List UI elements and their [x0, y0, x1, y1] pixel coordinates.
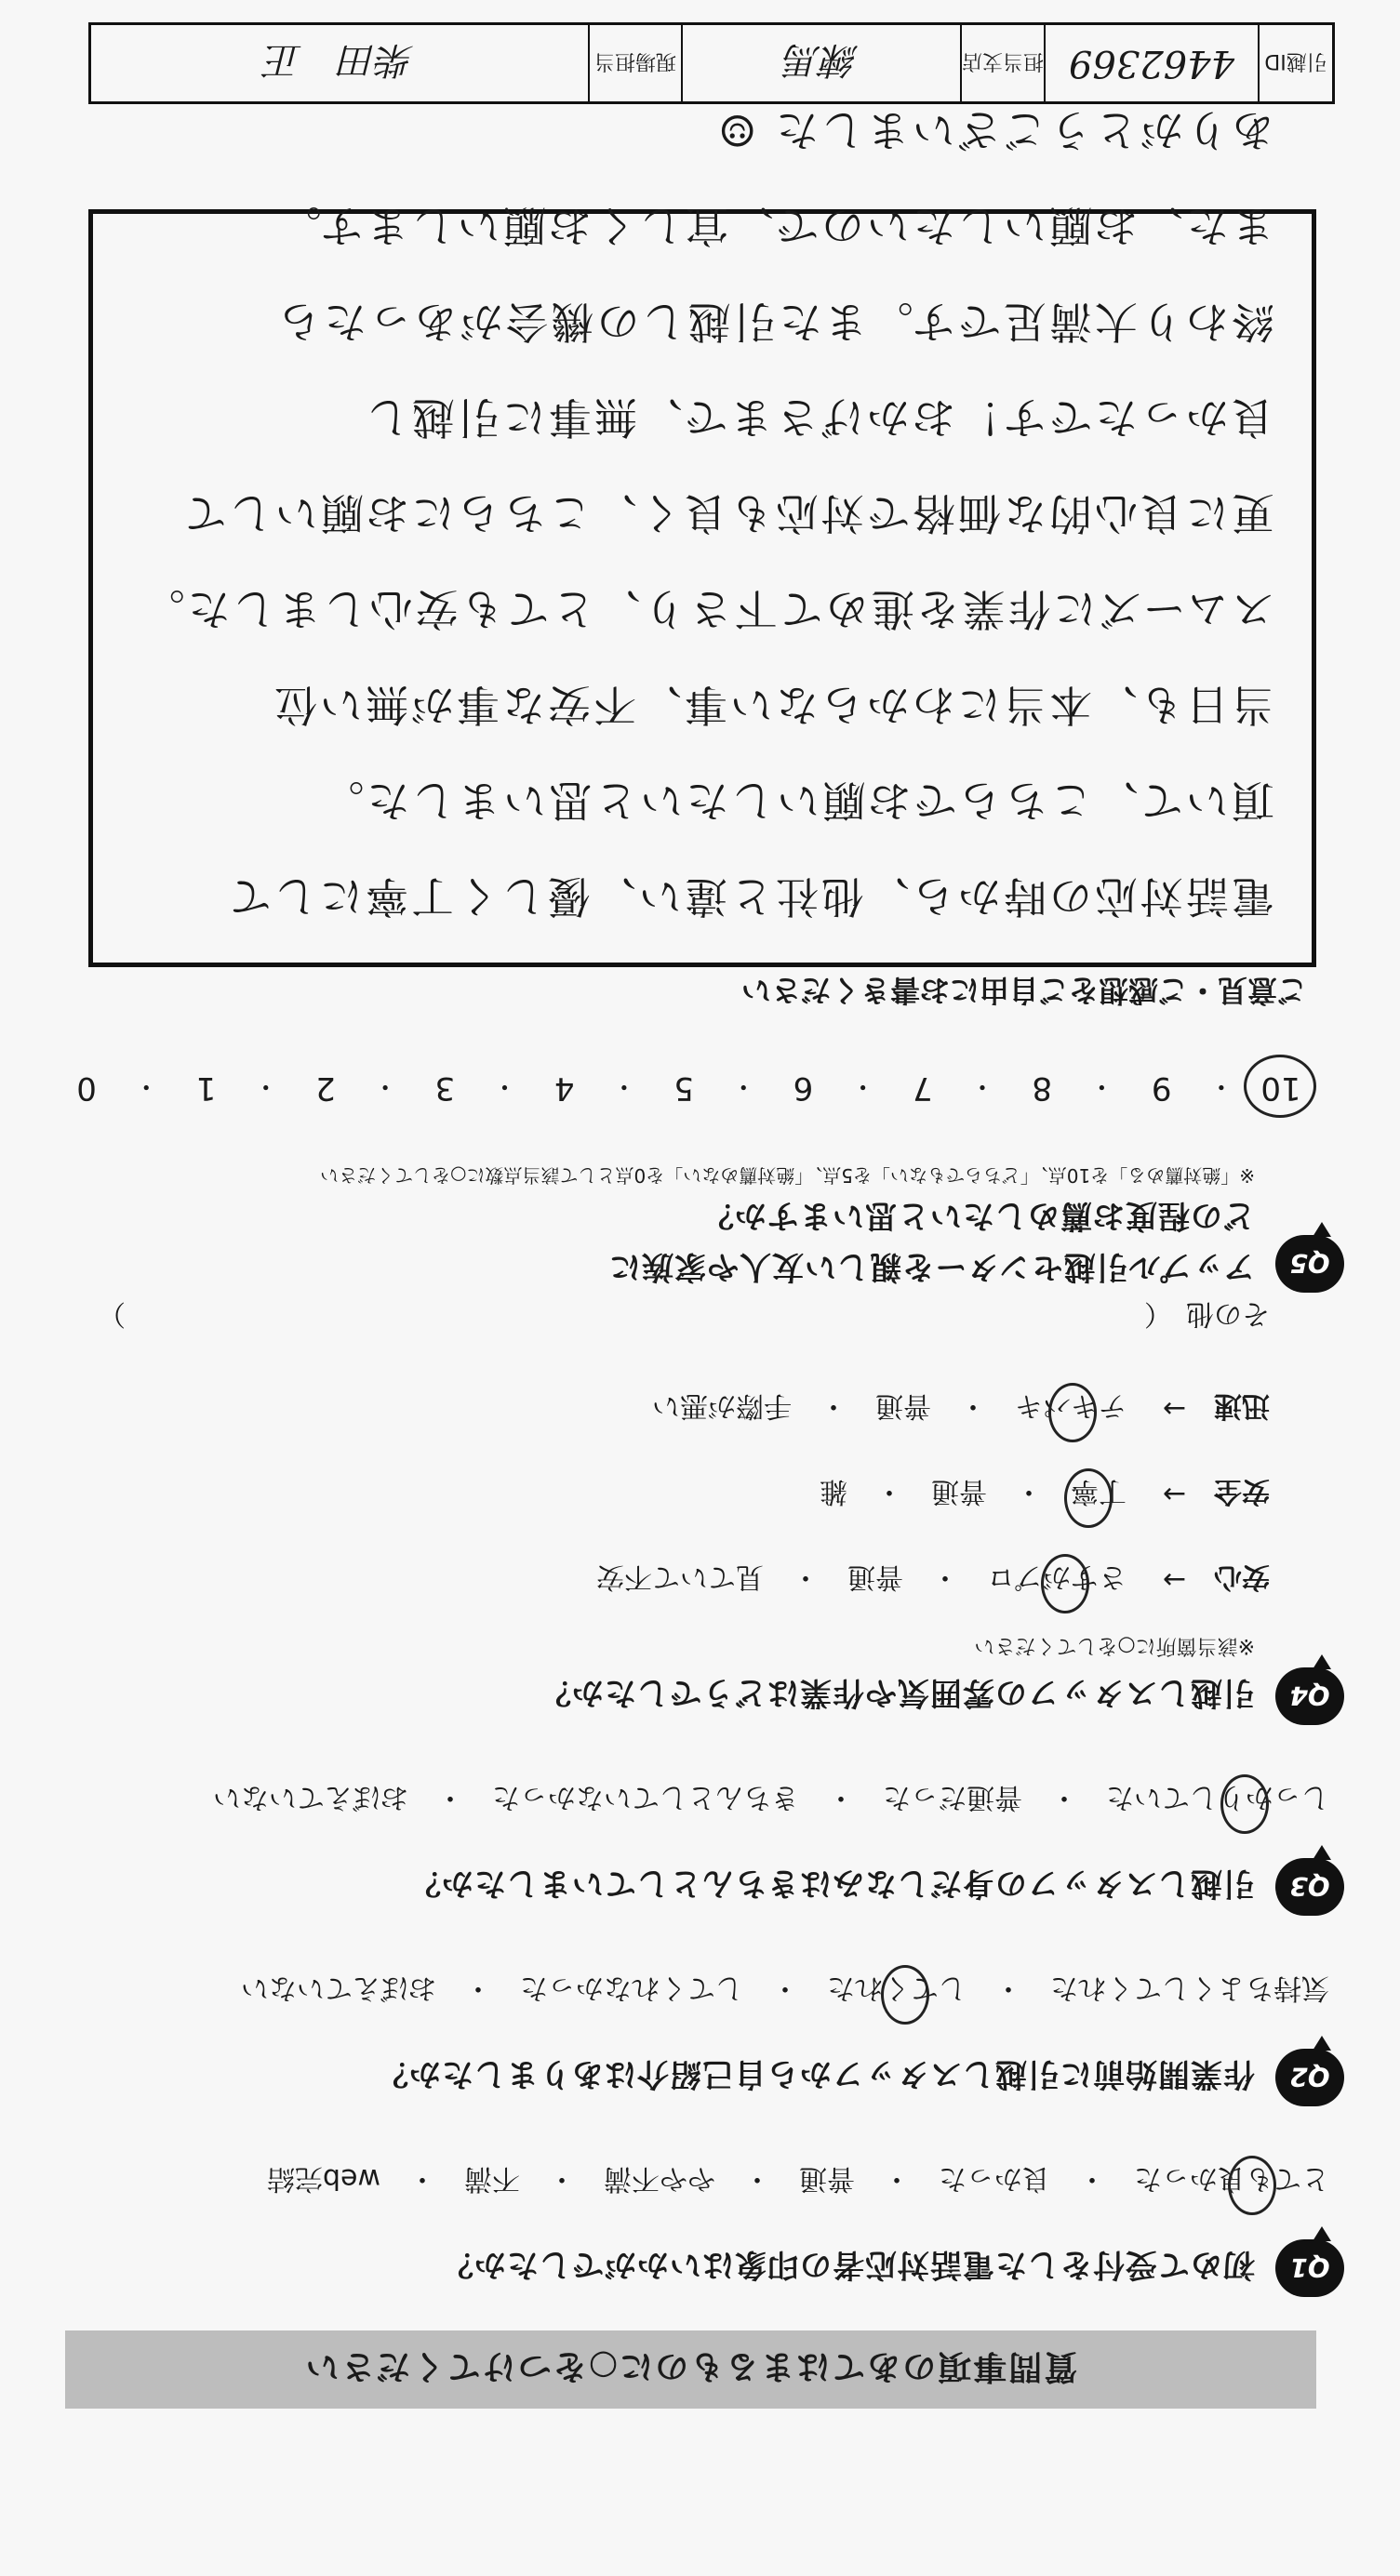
id-label: 引越ID — [1258, 25, 1332, 101]
q5-note: ※「絶対薦める」を10点、「どちらでもない」を5点、「絶対薦めない」を0点として該当点数に○をしてください — [320, 1164, 1255, 1187]
leader-label: 現場担当 — [588, 25, 681, 101]
q4-option[interactable]: 丁寧 — [1067, 1472, 1130, 1517]
q3-option[interactable]: おぼえていない — [213, 1781, 408, 1813]
question-3 — [42, 1778, 1344, 1916]
score-option[interactable]: 6 — [793, 1069, 814, 1107]
score-option[interactable]: 10 — [1255, 1069, 1307, 1107]
leader-value: 柴田 正 — [265, 38, 414, 82]
handwritten-comment — [121, 82, 1274, 944]
q4-option[interactable]: さすがプロ — [983, 1558, 1130, 1602]
score-option[interactable]: 2 — [315, 1069, 336, 1107]
score-option[interactable]: 5 — [673, 1069, 694, 1107]
q4-other-label: その他 — [1186, 1297, 1270, 1330]
question-4 — [42, 1296, 1344, 1725]
arrow-right-icon: → — [1162, 1478, 1186, 1511]
q2-option[interactable]: おぼえていない — [241, 1972, 436, 2004]
q4-row-label: 迅速 — [1214, 1389, 1270, 1422]
id-value: 4462369 — [1044, 25, 1258, 101]
q3-option[interactable]: きちんとしていなかった — [492, 1781, 799, 1813]
q1-text: 初めて受付をした電話対応者の印象はいかがでしたか？ — [441, 2246, 1255, 2284]
q2-badge: Q2 — [1275, 2049, 1344, 2106]
arrow-right-icon: → — [1162, 1392, 1186, 1426]
comment-line: スムーズに作業を進めて下さり、とても安心しました。 — [139, 584, 1274, 634]
question-1 — [42, 2159, 1344, 2297]
branch-label: 担当支店 — [960, 25, 1044, 101]
q4-note: ※該当箇所に○をしてください — [974, 1634, 1255, 1657]
instruction-banner: 質問事項のあてはまるものに○をつけてください — [65, 2330, 1316, 2409]
q4-option[interactable]: 雑 — [820, 1475, 847, 1507]
q3-text: 引越しスタッフの身だしなみはきちんとしていましたか？ — [408, 1865, 1255, 1903]
comment-line: 頂いて、こちらでお願いしたいと思いました。 — [318, 776, 1274, 826]
score-option[interactable]: 8 — [1032, 1069, 1053, 1107]
q3-badge: Q3 — [1275, 1858, 1344, 1916]
score-option[interactable]: 3 — [434, 1069, 456, 1107]
q4-option[interactable]: 見ていて不安 — [596, 1560, 764, 1593]
q4-option[interactable]: 普通 — [931, 1475, 987, 1507]
q2-option[interactable]: してくれなかった — [520, 1972, 743, 2004]
q2-text: 作業開始前に引越しスタッフから自己紹介はありましたか？ — [376, 2055, 1255, 2093]
comment-line: 良かったです！おかげさまで、無事に引越し — [363, 392, 1274, 443]
score-option[interactable]: 1 — [195, 1069, 217, 1107]
q4-option[interactable]: 普通 — [847, 1560, 903, 1593]
q2-option[interactable]: 気持ちよくしてくれた — [1050, 1972, 1329, 2004]
question-2 — [42, 1969, 1344, 2106]
q1-option[interactable]: 普通 — [799, 2162, 855, 2195]
arrow-right-icon: → — [1162, 1563, 1186, 1597]
q4-option[interactable]: 普通 — [875, 1389, 931, 1422]
q1-option[interactable]: 良かった — [939, 2162, 1050, 2195]
comment-box[interactable] — [88, 105, 1316, 967]
comment-line: 更に良心的な価格で対応も良く、こちらにお願いして — [180, 488, 1274, 538]
comment-line: 当日も、本当にわからない事、不安な事が無い位 — [272, 680, 1274, 730]
q3-option[interactable]: 普通だった — [883, 1781, 1022, 1813]
q1-option[interactable]: やや不満 — [604, 2162, 715, 2195]
comment-line: ありがとうございました ☺ — [715, 105, 1274, 155]
q3-options: しっかりしていた ・ 普通だった ・ きちんとしていなかった ・ おぼえていない — [42, 1778, 1333, 1823]
comment-line: 終わり大満足です。また引越しの機会があったら — [275, 297, 1274, 347]
q5-badge: Q5 — [1275, 1235, 1344, 1293]
q4-option[interactable]: テキパキ — [1011, 1387, 1130, 1431]
q4-option[interactable]: 手際が悪い — [652, 1389, 792, 1422]
comment-line: 電話対応の時から、他社と違い、優しく丁寧にして — [226, 871, 1274, 922]
paren-open: （ — [1144, 1297, 1158, 1330]
question-5 — [42, 1163, 1344, 1293]
q4-badge: Q4 — [1275, 1667, 1344, 1725]
comment-line: また、お願いしたいので、宜しくお願いします。 — [275, 201, 1274, 251]
q4-text: 引越しスタッフの雰囲気や作業はどうでしたか？ — [539, 1674, 1255, 1712]
q4-row-label: 安心 — [1214, 1560, 1270, 1593]
q4-row-jinsoku: 迅速 → テキパキ ・ 普通 ・ 手際が悪い — [42, 1382, 1270, 1436]
branch-value: 練馬 — [681, 25, 960, 101]
q5-text-line1: アップル引越センターを親しい友人や家族に — [608, 1248, 1255, 1285]
score-option[interactable]: 9 — [1151, 1069, 1172, 1107]
paren-close: ） — [98, 1297, 126, 1330]
q5-text-line2: どの程度お薦めしたいと思いますか？ — [701, 1197, 1255, 1234]
comment-title: ご意見・ご感想をご自由にお書きください — [740, 973, 1307, 1008]
score-option[interactable]: 4 — [553, 1069, 575, 1107]
q1-badge: Q1 — [1275, 2239, 1344, 2297]
q5-score-scale: 10 ・ 9 ・ 8 ・ 7 ・ 6 ・ 5 ・ 4 ・ 3 ・ 2 ・ 1 ・ 0 — [60, 1069, 1307, 1107]
q2-options: 気持ちよくしてくれた ・ してくれた ・ してくれなかった ・ おぼえていない — [42, 1969, 1333, 2013]
q1-option[interactable]: 不満 — [464, 2162, 520, 2195]
q2-option[interactable]: してくれた — [823, 1969, 970, 2013]
q4-other-field[interactable] — [98, 1296, 1270, 1337]
q1-options: とても良かった ・ 良かった ・ 普通 ・ やや不満 ・ 不満 ・ web完結 — [42, 2159, 1333, 2204]
staff-id-table — [88, 22, 1335, 104]
q4-row-anzen: 安全 → 丁寧 ・ 普通 ・ 雑 — [42, 1467, 1270, 1521]
q4-row-label: 安全 — [1214, 1475, 1270, 1507]
q1-option[interactable]: web完結 — [266, 2162, 380, 2195]
q1-option[interactable]: とても良かった — [1130, 2159, 1333, 2204]
score-option[interactable]: 0 — [76, 1069, 97, 1107]
score-option[interactable]: 7 — [913, 1069, 933, 1107]
q3-option[interactable]: しっかりしていた — [1102, 1778, 1333, 1823]
q4-row-anshin: 安心 → さすがプロ ・ 普通 ・ 見ていて不安 — [42, 1553, 1270, 1607]
